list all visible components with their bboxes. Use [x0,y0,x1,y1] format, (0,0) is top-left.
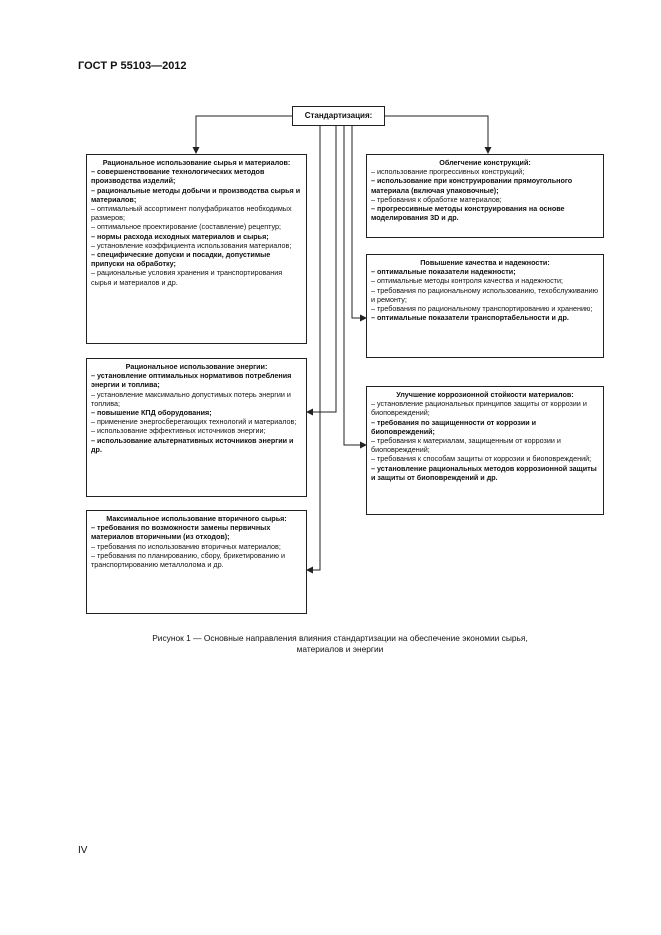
box-energy [86,358,307,497]
list-item: – установление коэффициента использования материалов; [91,240,292,250]
list-item: – требования по использованию вторичных материалов; [91,541,281,551]
list-item: – требования по планированию, сбору, брикетированию и транспортированию металлолома и др. [91,550,286,570]
list-item: – оптимальные показатели надежности; [371,267,516,277]
box-raw-materials [86,154,307,344]
box-title: Максимальное использование вторичного сырья: [106,514,287,523]
connector-right-middle [352,126,366,318]
box-secondary-raw [86,510,307,614]
box-title: Рациональное использование энергии: [125,362,268,371]
list-item: – специфические допуски и посадки, допустимые припуски на обработку; [91,250,271,269]
list-item: – установление рациональных принципов защиты от коррозии и биоповреждений; [371,399,587,418]
list-item: – оптимальные показатели транспортабельности и др. [371,313,569,323]
list-item: – требования по возможности замены первичных материалов вторичными (из отходов); [91,523,271,542]
connector-left-middle [307,126,336,412]
page-number: IV [78,845,88,856]
connector-left-bottom [307,126,320,570]
list-item: – рациональные методы добычи и производства сырья и материалов; [91,185,301,204]
list-item: – установление рациональных методов коррозионной защиты и защиты от биоповреждений и др. [371,463,597,482]
list-item: – требования по рациональному использованию, техобслуживанию и ремонту; [371,285,599,304]
box-title: Повышение качества и надежности: [420,258,550,267]
list-item: – совершенствование технологических методов производства изделий; [91,167,265,186]
list-item: – требования к обработке материалов; [371,194,502,204]
connector-right-bottom [344,126,366,445]
list-item: – нормы расхода исходных материалов и сырья; [91,231,269,241]
document-header: ГОСТ Р 55103—2012 [78,60,187,72]
list-item: – использование эффективных источников энергии; [91,426,266,436]
list-item: – требования к способам защиты от коррозии и биоповреждений; [371,454,592,464]
box-title: Улучшение коррозионной стойкости материалов: [396,390,574,399]
connector-right-top [385,116,488,153]
caption-line-2: материалов и энергии [296,644,384,654]
list-item: – установление максимально допустимых потерь энергии и топлива; [91,389,291,408]
list-item: – требования по рациональному транспортированию и хранению; [371,304,593,314]
list-item: – оптимальные методы контроля качества и надежности; [371,276,563,286]
list-item: – использование прогрессивных конструкций; [371,167,525,177]
box-lightweight-design [366,154,604,238]
figure-caption [90,633,590,655]
list-item: – требования по защищенности от коррозии и биоповреждений; [371,417,537,436]
list-item: – оптимальный ассортимент полуфабрикатов необходимых размеров; [91,204,292,223]
box-title: Облегчение конструкций: [439,158,531,167]
list-item: – установление оптимальных нормативов потребления энергии и топлива; [91,371,292,390]
caption-line-1: Рисунок 1 — Основные направления влияния стандартизации на обеспечение экономии сырья, [152,633,528,643]
list-item: – применение энергосберегающих технологий и материалов; [91,417,297,427]
list-item: – рациональные условия хранения и транспортирования сырья и материалов и др. [91,268,283,287]
box-title: Рациональное использование сырья и материалов: [102,158,291,167]
list-item: – использование альтернативных источников энергии и др. [91,435,294,454]
list-item: – оптимальное проектирование (составление) рецептур; [91,222,282,232]
box-quality-reliability [366,254,604,358]
connector-left-top [196,116,292,153]
root-node-standardization: Стандартизация: [292,106,385,126]
list-item: – требования к материалам, защищенным от коррозии и биоповреждений; [371,436,561,455]
list-item: – прогрессивные методы конструирования на основе моделирования 3D и др. [371,204,565,223]
list-item: – повышение КПД оборудования; [91,408,212,418]
box-corrosion-resistance [366,386,604,515]
list-item: – использование при конструировании прямоугольного материала (включая упаковочные); [371,176,573,195]
